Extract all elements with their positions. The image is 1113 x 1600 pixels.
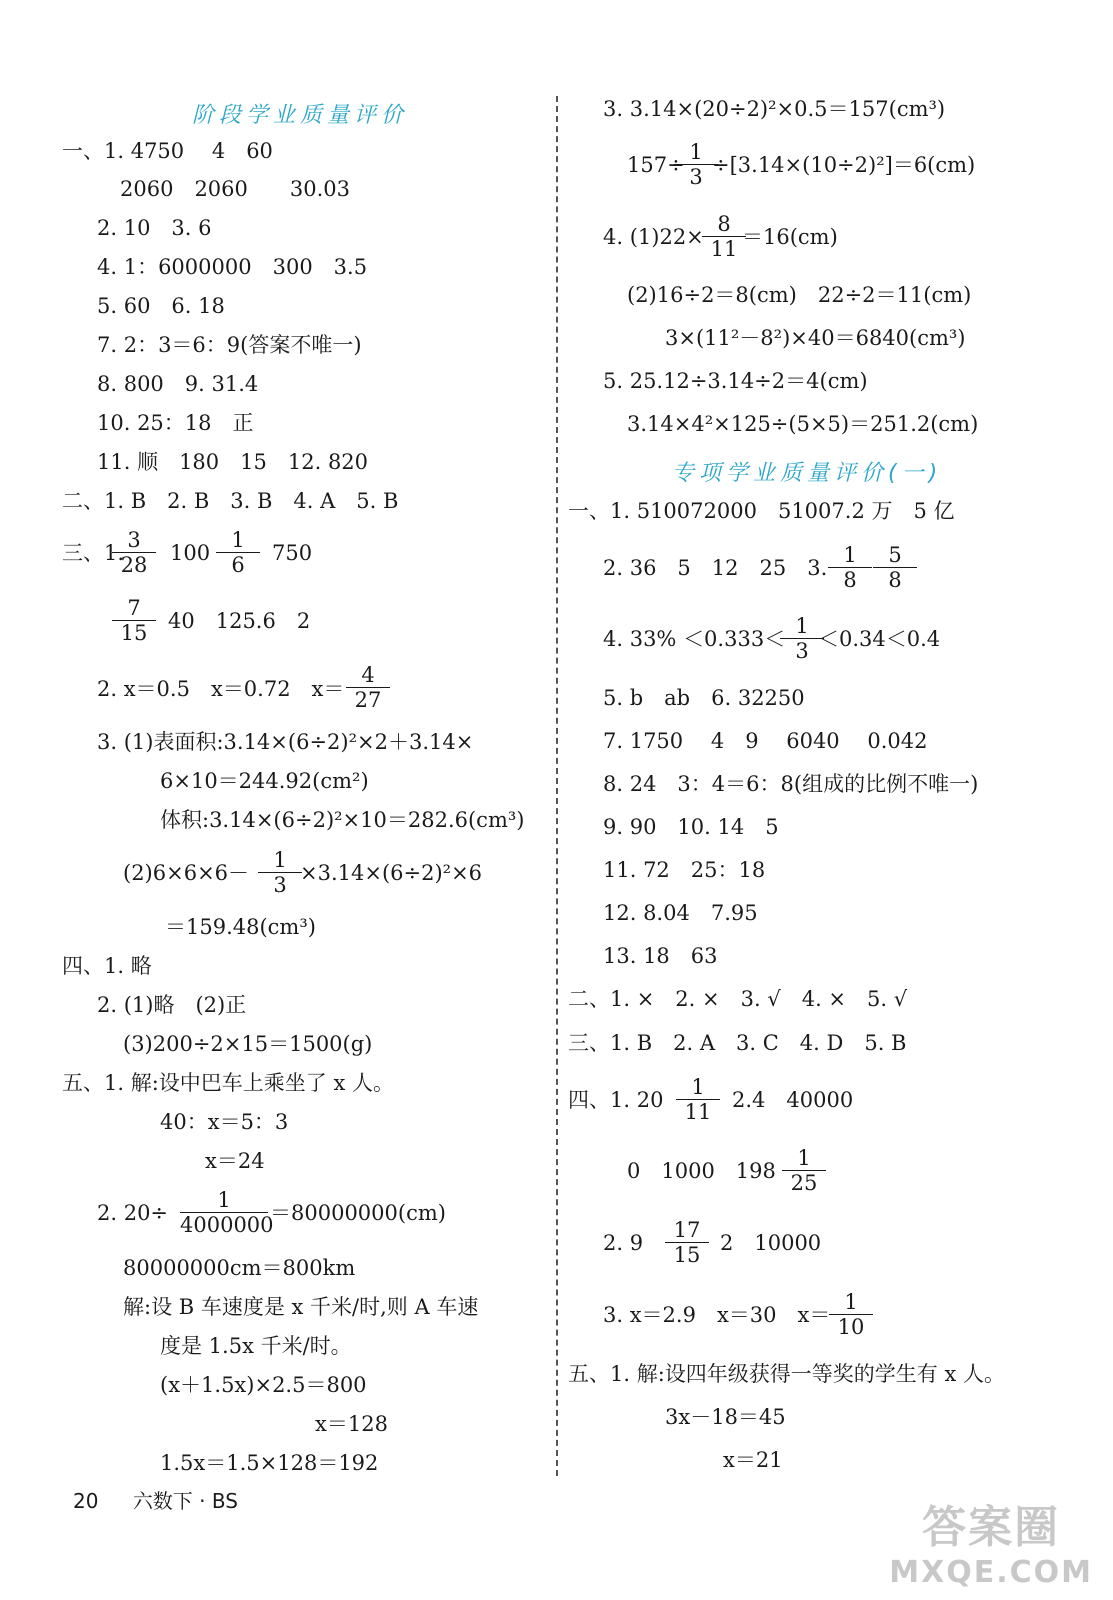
answer-line: ×3.14×(6÷2)²×6 [300, 861, 483, 885]
answer-line: 解:设 B 车速度是 x 千米/时,则 A 车速 [123, 1295, 479, 1319]
answer-line: 8. 24 3：4＝6：8(组成的比例不唯一) [603, 772, 979, 796]
answer-line: 7. 2：3＝6：9(答案不唯一) [97, 333, 362, 357]
answer-line: 3x－18＝45 [665, 1405, 786, 1429]
answer-line: 8. 800 9. 31.4 [97, 372, 259, 396]
answer-line: 3. 3.14×(20÷2)²×0.5＝157(cm³) [603, 97, 946, 121]
answer-line: 四、1. 略 [62, 954, 152, 978]
watermark-logo: 答案圈 MXQE.COM [889, 1502, 1093, 1590]
answer-line: 40：x＝5：3 [160, 1110, 289, 1134]
answer-line: 五、1. 解:设四年级获得一等奖的学生有 x 人。 [568, 1362, 1005, 1386]
answer-line: 2. 20÷ [97, 1201, 169, 1225]
answer-line: 2. x＝0.5 x＝0.72 x＝ [97, 677, 345, 701]
answer-line: ＝80000000(cm) [270, 1201, 446, 1225]
answer-line: 3×(11²－8²)×40＝6840(cm³) [665, 326, 966, 350]
answer-line: 80000000cm＝800km [123, 1256, 356, 1280]
fraction: 4 27 [346, 663, 390, 712]
fraction: 1 8 [828, 543, 872, 592]
fraction: 1 11 [676, 1075, 720, 1124]
answer-line: 1.5x＝1.5×128＝192 [160, 1451, 379, 1475]
fraction: 3 28 [112, 528, 156, 577]
fraction: 1 10 [829, 1290, 873, 1339]
answer-line: 13. 18 63 [603, 944, 718, 968]
answer-line: 0 1000 198 [627, 1159, 776, 1183]
fraction: 7 15 [112, 596, 156, 645]
answer-line: 10. 25：18 正 [97, 411, 254, 435]
answer-line: 4. (1)22× [603, 225, 704, 249]
answer-line: 三、1. [62, 541, 125, 565]
answer-line: 体积:3.14×(6÷2)²×10＝282.6(cm³) [160, 808, 525, 832]
answer-line: 6×10＝244.92(cm²) [160, 769, 369, 793]
answer-line: 一、1. 4750 4 60 [62, 139, 273, 163]
fraction: 1 3 [258, 848, 302, 897]
answer-line: ＝159.48(cm³) [165, 915, 316, 939]
fraction: 8 11 [702, 212, 746, 261]
answer-line: 2. (1)略 (2)正 [97, 993, 247, 1017]
page-footer [73, 1485, 238, 1514]
answer-line: 7. 1750 4 9 6040 0.042 [603, 729, 928, 753]
answer-line: 5. 60 6. 18 [97, 294, 225, 318]
answer-line: 2 10000 [720, 1231, 822, 1255]
column-divider [556, 96, 558, 1476]
answer-line: ÷[3.14×(10÷2)²]＝6(cm) [712, 153, 976, 177]
answer-line: 100 [170, 541, 211, 565]
answer-line: 12. 8.04 7.95 [603, 901, 758, 925]
answer-line: 2.4 40000 [732, 1088, 854, 1112]
answer-line: ＝16(cm) [742, 225, 838, 249]
answer-line: 2. 36 5 12 25 3. [603, 556, 828, 580]
answer-line: 2. 10 3. 6 [97, 216, 212, 240]
answer-line: (x＋1.5x)×2.5＝800 [160, 1373, 367, 1397]
answer-line: 度是 1.5x 千米/时。 [160, 1334, 352, 1358]
answer-line: 3.14×4²×125÷(5×5)＝251.2(cm) [627, 412, 979, 436]
answer-line: 2. 9 [603, 1231, 644, 1255]
answer-line: x＝128 [315, 1412, 388, 1436]
fraction: 1 3 [674, 140, 718, 189]
answer-line: 五、1. 解:设中巴车上乘坐了 x 人。 [62, 1071, 394, 1095]
answer-line: 3. x＝2.9 x＝30 x＝ [603, 1303, 831, 1327]
answer-line: 4. 33% ＜0.333＜ [603, 627, 786, 651]
answer-line: x＝21 [723, 1448, 783, 1472]
page-number: 20 [73, 1489, 99, 1513]
answer-line: 3. (1)表面积:3.14×(6÷2)²×2＋3.14× [97, 730, 474, 754]
answer-line: (3)200÷2×15＝1500(g) [123, 1032, 373, 1056]
answer-line: 157÷ [627, 153, 685, 177]
answer-line: ＜0.34＜0.4 [818, 627, 941, 651]
answer-line: 一、1. 510072000 51007.2 万 5 亿 [568, 499, 955, 523]
answer-line: 750 [272, 541, 313, 565]
book-label: 六数下 · BS [132, 1489, 238, 1513]
answer-line: 四、1. 20 [568, 1088, 664, 1112]
answer-line: 2060 2060 30.03 [120, 177, 351, 201]
answer-line: x＝24 [205, 1149, 265, 1173]
answer-line: 40 125.6 2 [168, 609, 311, 633]
fraction: 1 25 [782, 1146, 826, 1195]
answer-line: 二、1. × 2. × 3. √ 4. × 5. √ [568, 987, 908, 1011]
fraction: 1 6 [216, 528, 260, 577]
answer-line: 二、1. B 2. B 3. B 4. A 5. B [62, 489, 399, 513]
answer-line: 11. 72 25：18 [603, 858, 766, 882]
answer-line: 5. b ab 6. 32250 [603, 686, 805, 710]
answer-line: 11. 顺 180 15 12. 820 [97, 450, 369, 474]
answer-line: 三、1. B 2. A 3. C 4. D 5. B [568, 1031, 907, 1055]
left-section-title: 阶段学业质量评价 [192, 103, 409, 128]
fraction: 1 4000000 [180, 1188, 274, 1237]
fraction: 17 15 [665, 1218, 709, 1267]
answer-line: (2)16÷2＝8(cm) 22÷2＝11(cm) [627, 283, 972, 307]
fraction: 5 8 [873, 543, 917, 592]
answer-line: 9. 90 10. 14 5 [603, 815, 779, 839]
answer-line: 4. 1：6000000 300 3.5 [97, 255, 368, 279]
right-section-title: 专项学业质量评价(一) [672, 461, 943, 486]
fraction: 1 3 [780, 614, 824, 663]
answer-line: 5. 25.12÷3.14÷2＝4(cm) [603, 369, 868, 393]
answer-line: (2)6×6×6－ [123, 861, 250, 885]
